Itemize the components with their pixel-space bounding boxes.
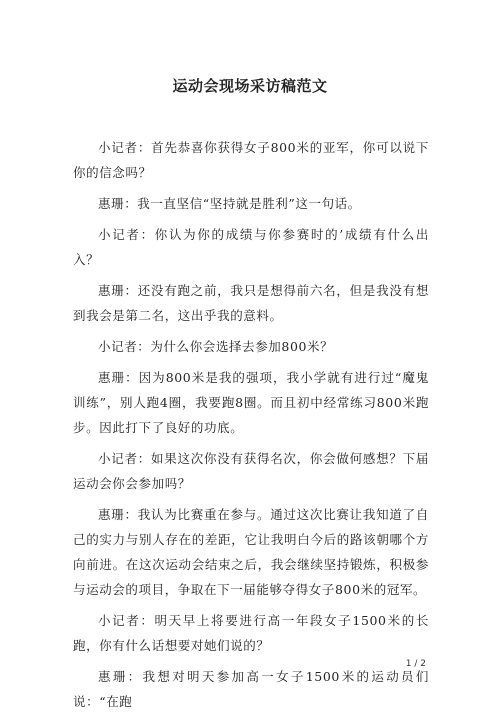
paragraph-1: 小记者：首先恭喜你获得女子800米的亚军，你可以说下你的信念吗？ [73, 140, 429, 180]
paragraph-3: 小记者：你认为你的成绩与你参赛时的’成绩有什么出入？ [73, 227, 429, 267]
document-title: 运动会现场采访稿范文 [172, 77, 328, 95]
paragraph-8: 惠珊：我认为比赛重在参与。通过这次比赛让我知道了自己的实力与别人存在的差距，它让我明白今后的路该朝哪个方向前进。在这次运动会结束之后，我会继续坚持锻炼，积极参与运动会的项目，争取在下一届能够夺得女子800米的冠军。 [73, 507, 429, 597]
page-number: 1 / 2 [405, 659, 426, 669]
paragraph-4: 惠珊：还没有跑之前，我只是想得前六名，但是我没有想到我会是第二名，这出乎我的意料。 [73, 283, 429, 323]
document-body [73, 135, 429, 720]
paragraph-2: 惠珊：我一直坚信“坚持就是胜利”这一句话。 [98, 196, 361, 211]
paragraph-5: 小记者：为什么你会选择去参加800米？ [98, 339, 334, 354]
paragraph-6: 惠珊：因为800米是我的强项，我小学就有进行过“魔鬼训练”，别人跑4圈，我要跑8圈。而且初中经常练习800米跑步。因此打下了良好的功底。 [73, 370, 429, 435]
paragraph-7: 小记者：如果这次你没有获得名次，你会做何感想？下届运动会你会参加吗？ [73, 451, 429, 491]
paragraph-9: 小记者：明天早上将要进行高一年段女子1500米的长跑，你有什么话想要对她们说的？ [73, 613, 429, 653]
paragraph-10: 惠珊：我想对明天参加高一女子1500米的运动员们说：“在跑 [73, 669, 429, 709]
